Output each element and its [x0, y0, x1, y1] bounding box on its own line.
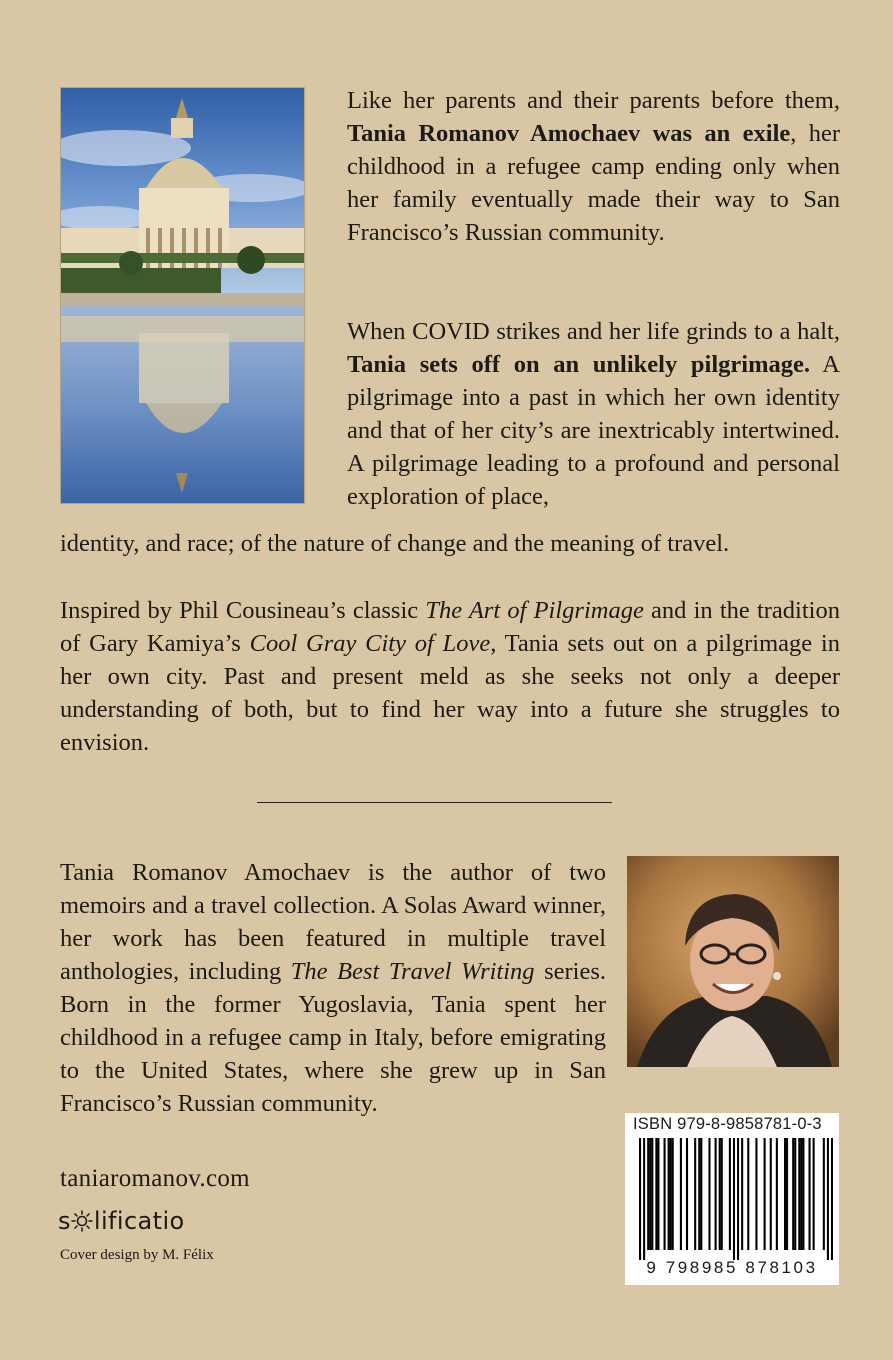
bio-title: The Best Travel Writing [290, 958, 535, 985]
blurb-paragraph-2 [347, 315, 840, 513]
bio-text-2: series. Born in the former Yugoslavia, Tania spent her childhood in a refugee camp in Italy, before emigrating to the United States, where she grew up in San Francisco’s Russian community. [60, 958, 607, 1117]
barcode-bars [633, 1138, 833, 1260]
barcode-bar [643, 1138, 645, 1260]
barcode-bar [786, 1138, 788, 1250]
barcode-bar [741, 1138, 743, 1250]
barcode-bar [657, 1138, 659, 1250]
barcode-bar [755, 1138, 757, 1250]
barcode-bar [794, 1138, 796, 1250]
barcode-bar [668, 1138, 670, 1250]
publisher-logo-suffix: lificatio [93, 1207, 185, 1235]
barcode-bar [733, 1138, 735, 1260]
blurb-p1-text-2: , her childhood in a refugee camp ending only when her family eventually made their way to San Francisco’s Russian community. [347, 120, 840, 246]
blurb-p2-bold: Tania sets off on an unlikely pilgrimage. [347, 351, 810, 378]
barcode-bar [813, 1138, 815, 1250]
barcode-bar [808, 1138, 810, 1250]
barcode-bar [737, 1138, 739, 1260]
author-portrait [627, 856, 839, 1067]
barcode-bar [647, 1138, 649, 1250]
barcode-bar [798, 1138, 800, 1250]
barcode-bar [827, 1138, 829, 1260]
barcode-bar [686, 1138, 688, 1250]
barcode-bar [664, 1138, 666, 1250]
barcode-bar [694, 1138, 696, 1250]
blurb-p1-text-1: Like her parents and their parents before them, [347, 87, 840, 114]
bio-text-1: Tania Romanov Amochaev is the author of two memoirs and a travel collection. A Solas Award winner, her work has been featured in multiple travel anthologies, including [60, 859, 606, 985]
barcode-bar [792, 1138, 794, 1250]
barcode-bar [649, 1138, 651, 1250]
blurb-paragraph-2-end [60, 527, 840, 560]
barcode-bar [823, 1138, 825, 1250]
section-divider [257, 802, 612, 803]
blurb-p3-title-2: Cool Gray City of Love [249, 630, 491, 657]
barcode-bar [680, 1138, 682, 1250]
barcode-bar [670, 1138, 672, 1250]
barcode-bar [802, 1138, 804, 1250]
author-bio [60, 856, 606, 1120]
barcode-bar [764, 1138, 766, 1250]
blurb-paragraph-1 [347, 84, 840, 249]
blurb-paragraph-3 [60, 594, 840, 759]
barcode-bar [770, 1138, 772, 1250]
blurb-p3-title-1: The Art of Pilgrimage [425, 597, 644, 624]
barcode-number: 9 798985 878103 [646, 1258, 818, 1277]
barcode-bar [639, 1138, 641, 1260]
barcode-bar [729, 1138, 731, 1250]
barcode-bar [698, 1138, 700, 1250]
blurb-p3-text-2: and in the tradition of Gary Kamiya’s [60, 597, 840, 657]
barcode-bar [655, 1138, 657, 1250]
barcode-bar [708, 1138, 710, 1250]
blurb-p3-text-3: , Tania sets out on a pilgrimage in her own city. Past and present meld as she seeks not only a deeper understanding of both, but to find her way into a future she struggles to envision. [60, 630, 840, 756]
sun-icon [71, 1210, 93, 1232]
publisher-logo [58, 1205, 185, 1237]
barcode-bar [721, 1138, 723, 1250]
blurb-p2-text-1: When COVID strikes and her life grinds to a halt, [347, 318, 840, 345]
city-hall-photo [60, 87, 305, 504]
barcode-bar [831, 1138, 833, 1260]
publisher-logo-prefix: s [58, 1207, 71, 1235]
blurb-p2-text-2: A pilgrimage into a past in which her own identity and that of her city’s are inextricably intertwined. A pilgrimage leading to a profound and personal exploration of place, [347, 351, 840, 510]
blurb-p3-text-1: Inspired by Phil Cousineau’s classic [60, 597, 426, 624]
barcode-bar [715, 1138, 717, 1250]
barcode-bar [651, 1138, 653, 1250]
blurb-p2-text-3: identity, and race; of the nature of change and the meaning of travel. [60, 530, 730, 557]
barcode-bar [747, 1138, 749, 1250]
cover-design-credit: Cover design by M. Félix [60, 1247, 214, 1263]
barcode-bar [700, 1138, 702, 1250]
barcode-bar [776, 1138, 778, 1250]
isbn-barcode [625, 1113, 839, 1285]
barcode-bar [719, 1138, 721, 1250]
isbn-label: ISBN 979-8-9858781-0-3 [633, 1115, 822, 1133]
barcode-bar [800, 1138, 802, 1250]
barcode-bar [672, 1138, 674, 1250]
blurb-p1-bold: Tania Romanov Amochaev was an exile [347, 120, 791, 147]
website-url: taniaromanov.com [60, 1165, 250, 1192]
barcode-bar [784, 1138, 786, 1250]
